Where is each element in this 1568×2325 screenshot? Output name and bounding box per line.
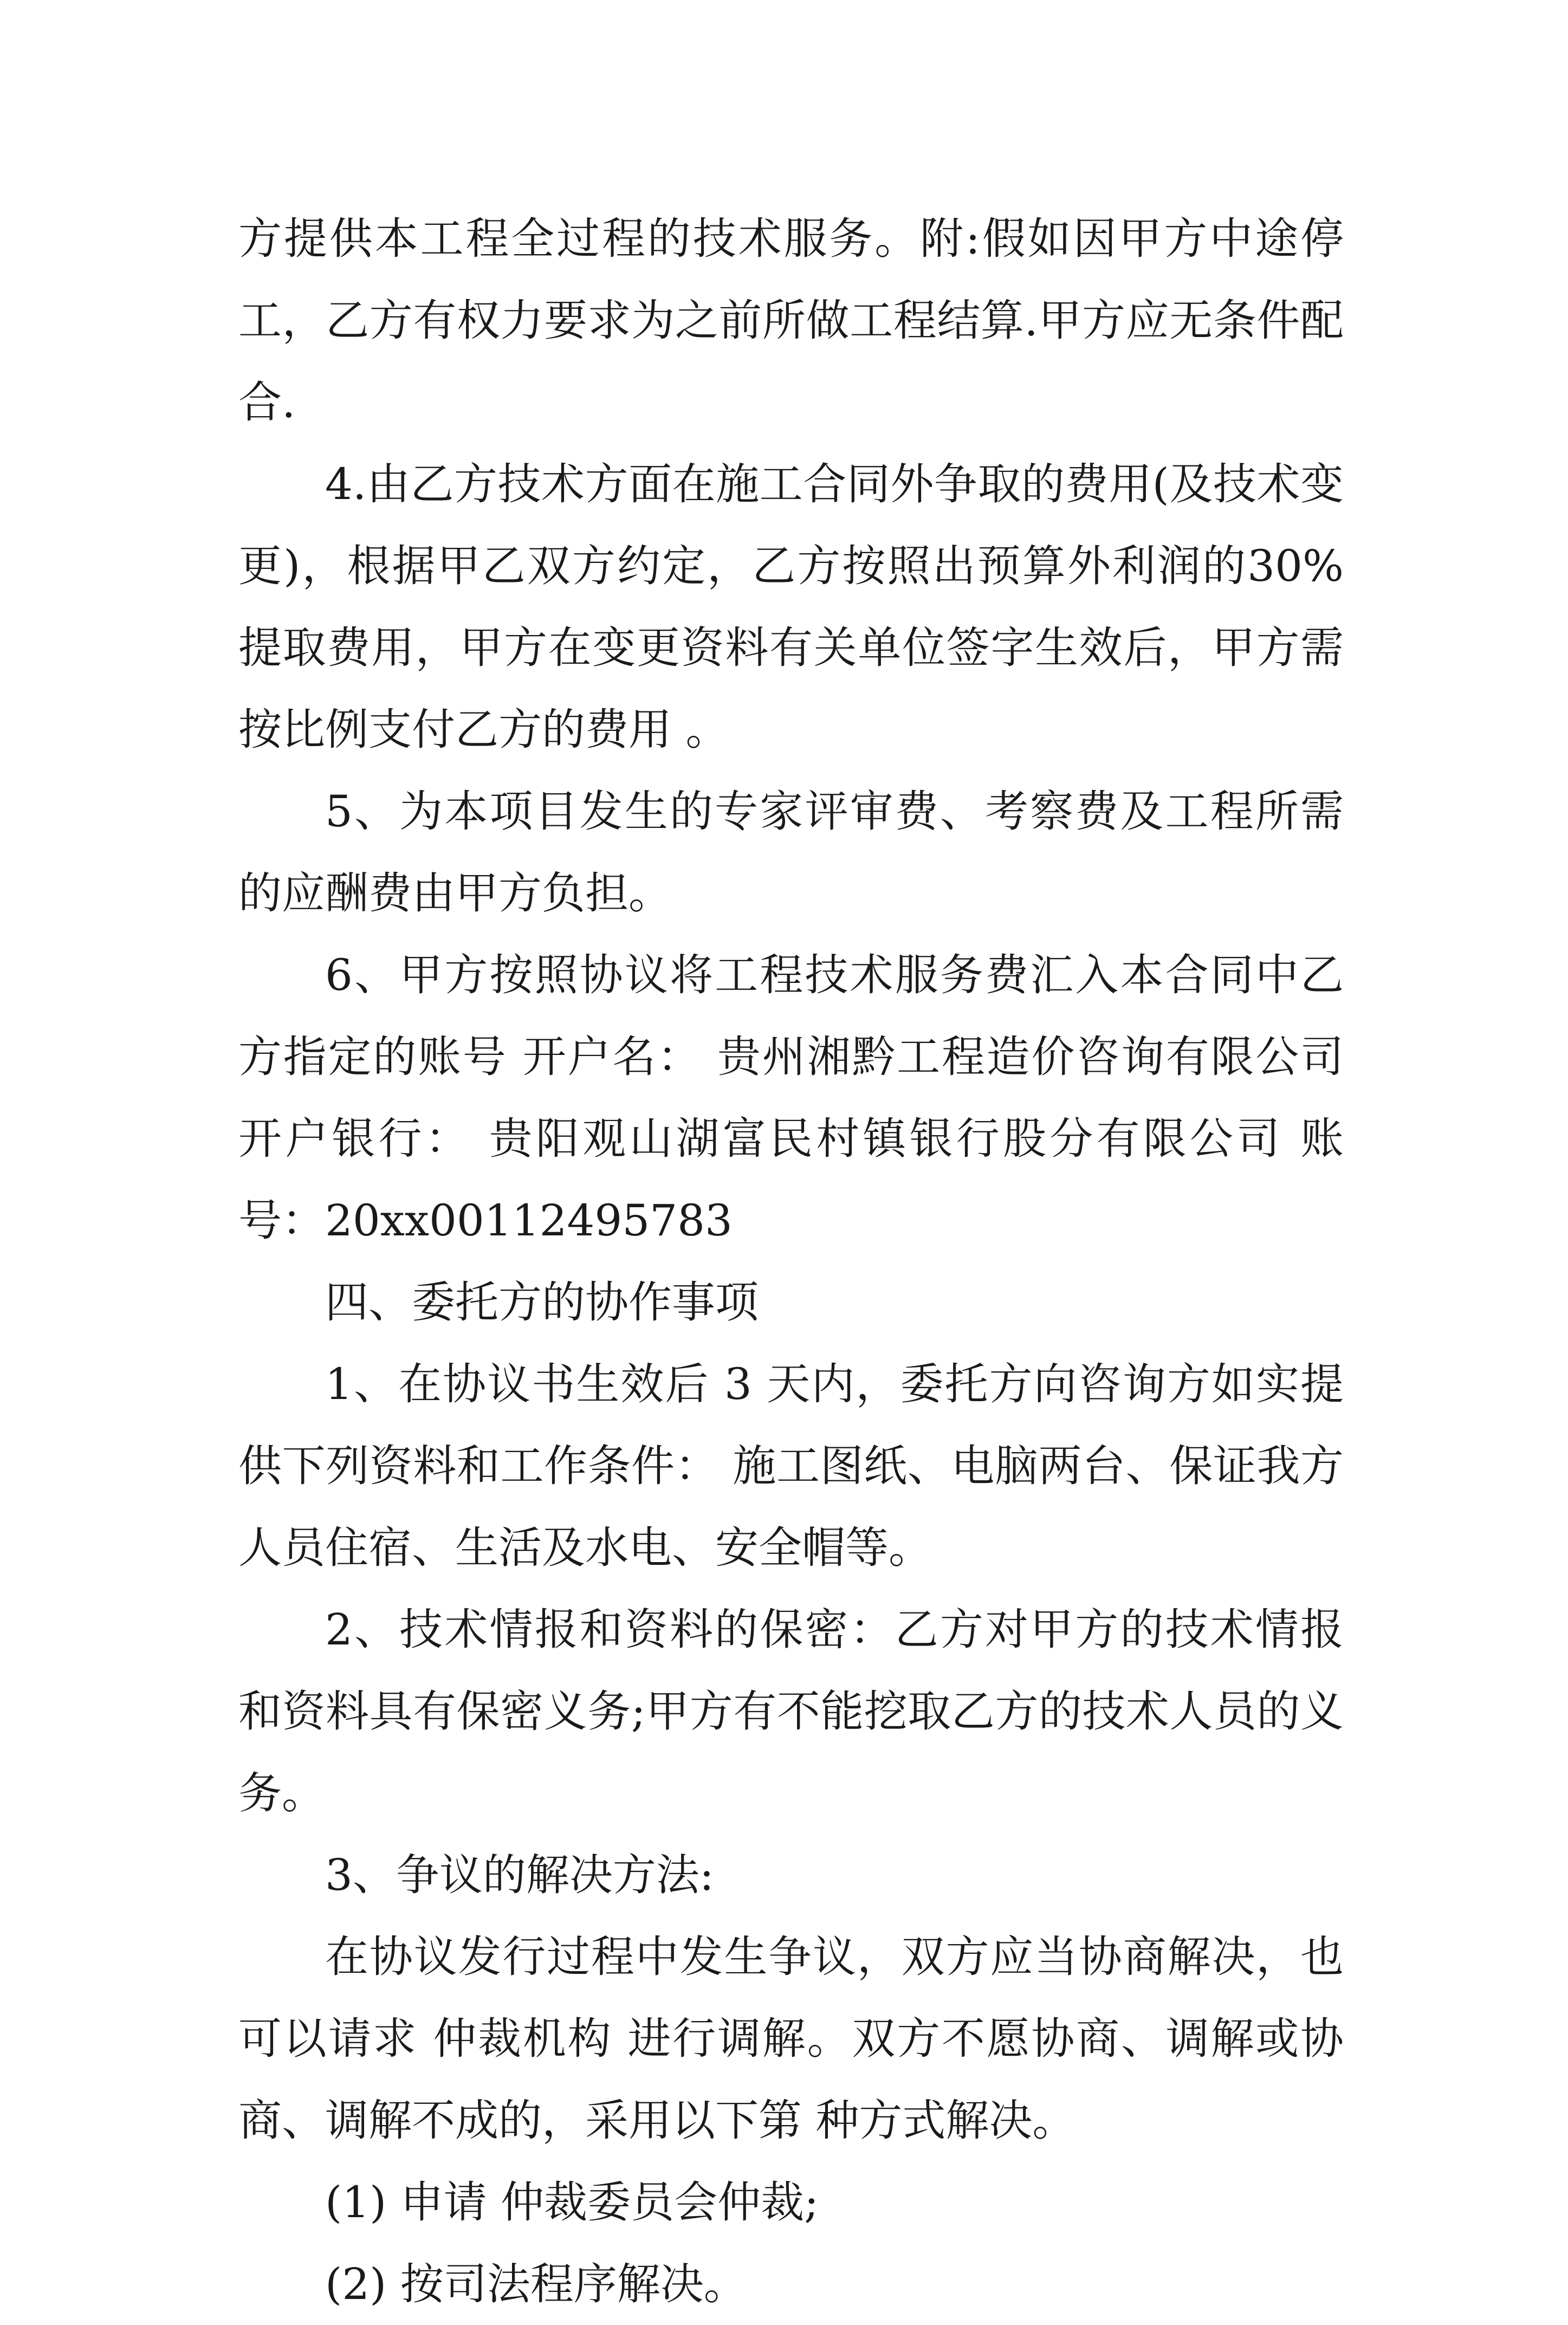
paragraph-dispute: 在协议发行过程中发生争议，双方应当协商解决，也可以请求 仲裁机构 进行调解。双方不愿协商、调解或协商、调解不成的，采用以下第 种方式解决。 — [238, 1932, 1344, 2146]
paragraph-continuation: 方提供本工程全过程的技术服务。附:假如因甲方中途停工，乙方有权力要求为之前所做工程结算.甲方应无条件配合. — [238, 213, 1344, 428]
paragraph-clause-5: 5、为本项目发生的专家评审费、考察费及工程所需的应酬费由甲方负担。 — [238, 786, 1344, 918]
paragraph-option-2: (2) 按司法程序解决。 — [325, 2259, 747, 2309]
paragraph-option-1: (1) 申请 仲裁委员会仲裁; — [325, 2177, 819, 2227]
section-heading-4: 四、委托方的协作事项 — [325, 1277, 759, 1327]
document-body — [238, 198, 1344, 2325]
paragraph-item-3: 3、争议的解决方法: — [325, 1850, 714, 1900]
paragraph-clause-6: 6、甲方按照协议将工程技术服务费汇入本合同中乙方指定的账号 开户名： 贵州湘黔工程造价咨询有限公司开户银行： 贵阳观山湖富民村镇银行股分有限公司 账号：20xx00112495783 — [238, 950, 1344, 1246]
paragraph-clause-4: 4.由乙方技术方面在施工合同外争取的费用(及技术变更)，根据甲乙双方约定，乙方按照出预算外利润的30%提取费用，甲方在变更资料有关单位签字生效后，甲方需按比例支付乙方的费用 。 — [238, 459, 1344, 755]
paragraph-item-1: 1、在协议书生效后 3 天内，委托方向咨询方如实提供下列资料和工作条件： 施工图纸、电脑两台、保证我方人员住宿、生活及水电、安全帽等。 — [238, 1359, 1344, 1573]
paragraph-item-2: 2、技术情报和资料的保密：乙方对甲方的技术情报和资料具有保密义务;甲方有不能挖取乙方的技术人员的义务。 — [238, 1604, 1344, 1818]
